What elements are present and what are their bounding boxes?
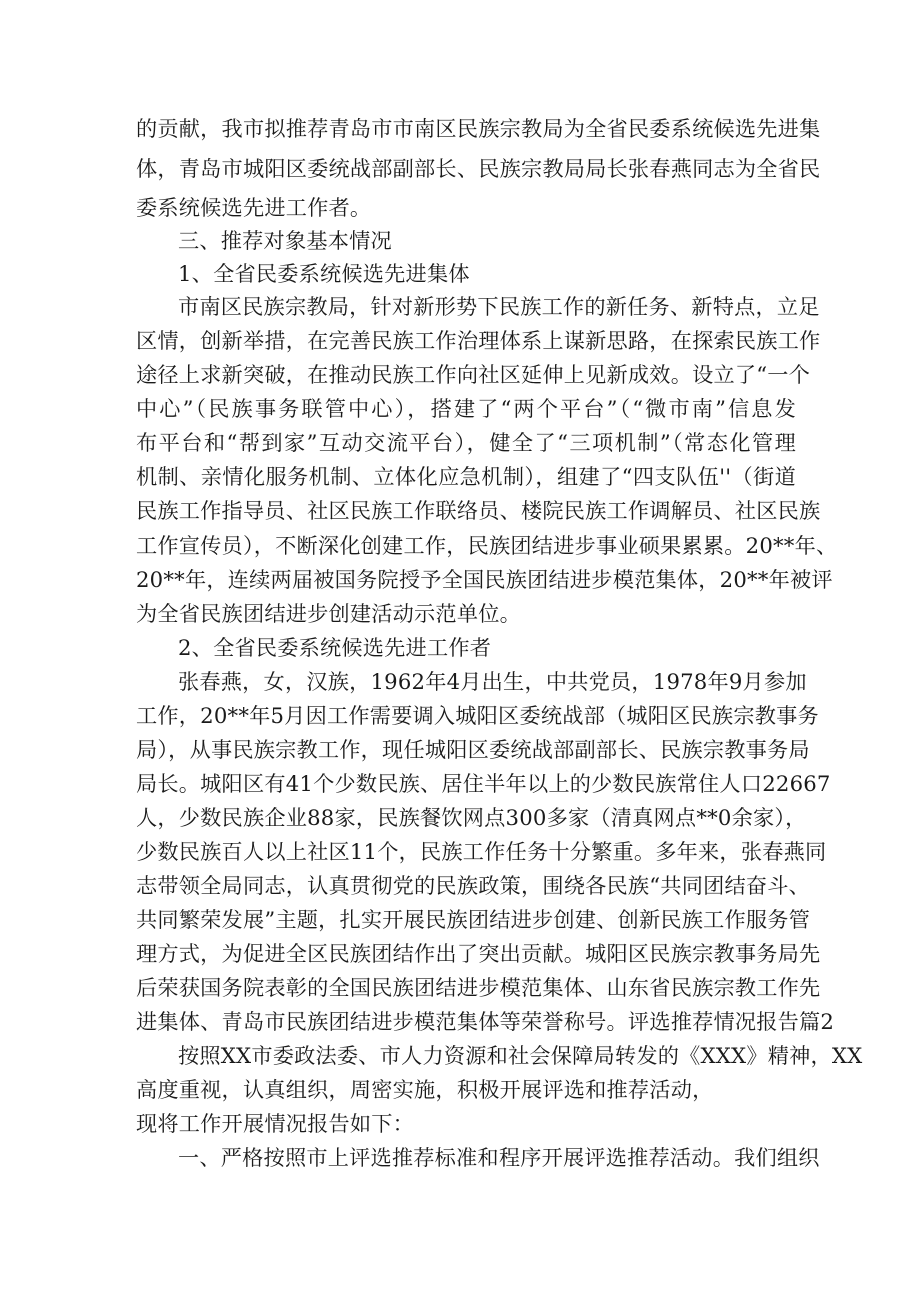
paragraph-line: 志带领全局同志，认真贯彻党的民族政策，围绕各民族“共同团结奋斗、: [136, 873, 811, 898]
paragraph-line: 为全省民族团结进步创建活动示范单位。: [136, 601, 521, 626]
paragraph-line: 体，青岛市城阳区委统战部副部长、民族宗教局局长张春燕同志为全省民: [136, 156, 821, 181]
paragraph-line: 共同繁荣发展”主题，扎实开展民族团结进步创建、创新民族工作服务管: [136, 907, 811, 932]
paragraph-line: 机制、亲情化服务机制、立体化应急机制），组建了“四支队伍''（街道: [136, 464, 796, 489]
paragraph-line: 张春燕，女，汉族，1962年4月出生，中共党员，1978年9月参加: [178, 669, 807, 694]
paragraph-line: 市南区民族宗教局，针对新形势下民族工作的新任务、新特点，立足: [178, 294, 820, 319]
section-heading: 三、推荐对象基本情况: [178, 228, 392, 253]
paragraph-line: 途径上求新突破，在推动民族工作向社区延伸上见新成效。设立了“一个: [136, 362, 811, 387]
paragraph-line: 20**年，连续两届被国务院授予全国民族团结进步模范集体，20**年被评: [136, 567, 833, 592]
paragraph-line: 后荣获国务院表彰的全国民族团结进步模范集体、山东省民族宗教工作先: [136, 975, 821, 1000]
paragraph-line: 高度重视，认真组织，周密实施，积极开展评选和推荐活动，: [136, 1077, 714, 1102]
paragraph-line: 局），从事民族宗教工作，现任城阳区委统战部副部长、民族宗教事务局: [136, 737, 810, 762]
paragraph-line: 的贡献，我市拟推荐青岛市市南区民族宗教局为全省民委系统候选先进集: [136, 116, 821, 141]
paragraph-line: 人，少数民族企业88家，民族餐饮网点300多家（清真网点**0余家），: [136, 805, 807, 830]
paragraph-line: 进集体、青岛市民族团结进步模范集体等荣誉称号。评选推荐情况报告篇2: [136, 1009, 835, 1034]
paragraph-line: 工作，20**年5月因工作需要调入城阳区委统战部（城阳区民族宗教事务: [136, 703, 819, 728]
paragraph-line: 委系统候选先进工作者。: [136, 195, 372, 220]
paragraph-line: 现将工作开展情况报告如下：: [136, 1111, 415, 1136]
paragraph-line: 少数民族百人以上社区11个，民族工作任务十分繁重。多年来，张春燕同: [136, 839, 827, 864]
paragraph-line: 一、严格按照市上评选推荐标准和程序开展评选推荐活动。我们组织: [178, 1145, 820, 1170]
paragraph-line: 局长。城阳区有41个少数民族、居住半年以上的少数民族常住人口22667: [136, 771, 831, 796]
paragraph-line: 民族工作指导员、社区民族工作联络员、楼院民族工作调解员、社区民族: [136, 498, 821, 523]
paragraph-line: 布平台和“帮到家”互动交流平台），健全了“三项机制”（常态化管理: [136, 430, 796, 455]
subsection-heading: 2、全省民委系统候选先进工作者: [178, 635, 492, 660]
paragraph-line: 工作宣传员），不断深化创建工作，民族团结进步事业硕果累累。20**年、: [136, 533, 838, 558]
paragraph-line: 理方式，为促进全区民族团结作出了突出贡献。城阳区民族宗教事务局先: [136, 941, 821, 966]
subsection-heading: 1、全省民委系统候选先进集体: [178, 261, 470, 286]
paragraph-line: 区情，创新举措，在完善民族工作治理体系上谋新思路，在探索民族工作: [136, 328, 821, 353]
paragraph-line: 按照XX市委政法委、市人力资源和社会保障局转发的《XXX》精神，XX: [178, 1043, 863, 1068]
paragraph-line: 中心”（民族事务联管中心），搭建了“两个平台”（“微市南”信息发: [136, 396, 796, 421]
